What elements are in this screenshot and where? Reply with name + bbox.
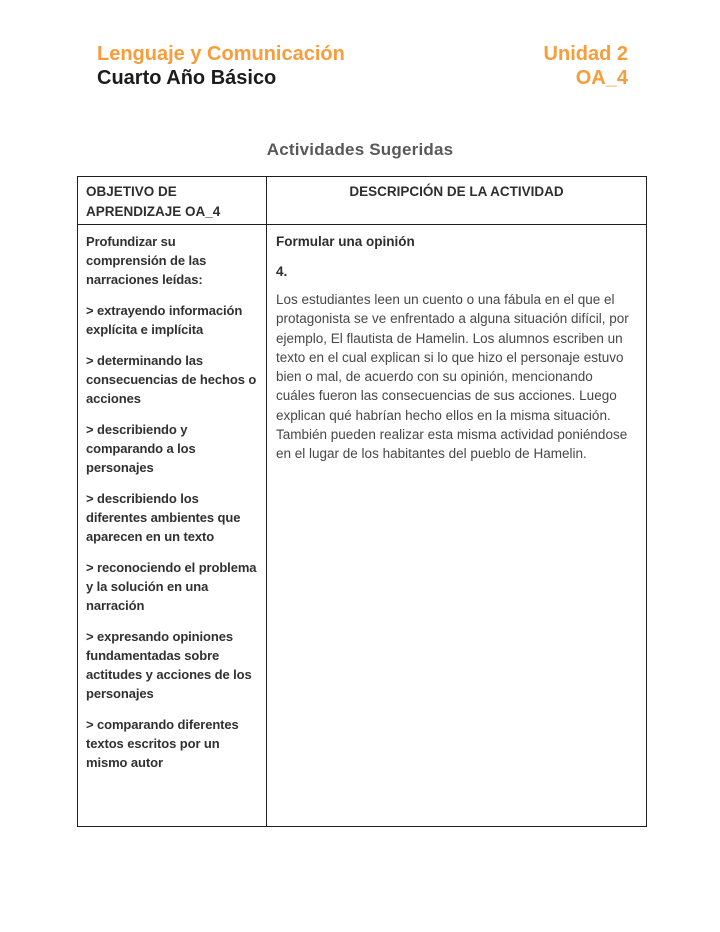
subject-title: Lenguaje y Comunicación [97, 43, 345, 65]
objective-item: > expresando opiniones fundamentadas sobre actitudes y acciones de los personajes [86, 629, 252, 701]
objective-cell [78, 225, 267, 826]
oa-code-label: OA_4 [575, 67, 628, 89]
grade-title: Cuarto Año Básico [97, 67, 277, 89]
activity-number: 4. [276, 264, 288, 279]
unit-label: Unidad 2 [543, 43, 628, 65]
objective-item: > describiendo los diferentes ambientes que aparecen en un texto [86, 491, 241, 544]
objective-intro: Profundizar su comprensión de las narraciones leídas: [86, 234, 207, 287]
objective-header-cell: OBJETIVO DE APRENDIZAJE OA_4 [78, 177, 267, 225]
header-left [97, 42, 345, 90]
objective-item: > extrayendo información explícita e implícita [86, 303, 243, 337]
description-header-cell: DESCRIPCIÓN DE LA ACTIVIDAD [267, 177, 646, 225]
document-header [97, 42, 628, 90]
objective-item: > comparando diferentes textos escritos por un mismo autor [86, 717, 239, 770]
activity-cell [267, 225, 646, 826]
section-title: Actividades Sugeridas [266, 140, 454, 159]
objective-item: > determinando las consecuencias de hechos o acciones [86, 353, 257, 406]
header-right [544, 42, 628, 90]
activity-description: Los estudiantes leen un cuento o una fábula en el que el protagonista se ve enfrentado a alguna situación difícil, por ejemplo, El flautista de Hamelin. Los alumnos escriben un texto en el cual explican si lo que hizo el personaje estuvo bien o mal, de acuerdo con su opinión, mencionando cuáles fueron las consecuencias de sus acciones. Luego explican qué habrían hecho ellos en la misma situación. También pueden realizar esta misma actividad poniéndose en el lugar de los habitantes del pueblo de Hamelin. [276, 292, 629, 462]
objective-item: > describiendo y comparando a los personajes [86, 422, 196, 475]
activities-table [77, 176, 647, 827]
objective-item: > reconociendo el problema y la solución en una narración [86, 560, 257, 613]
activity-title: Formular una opinión [276, 234, 415, 249]
